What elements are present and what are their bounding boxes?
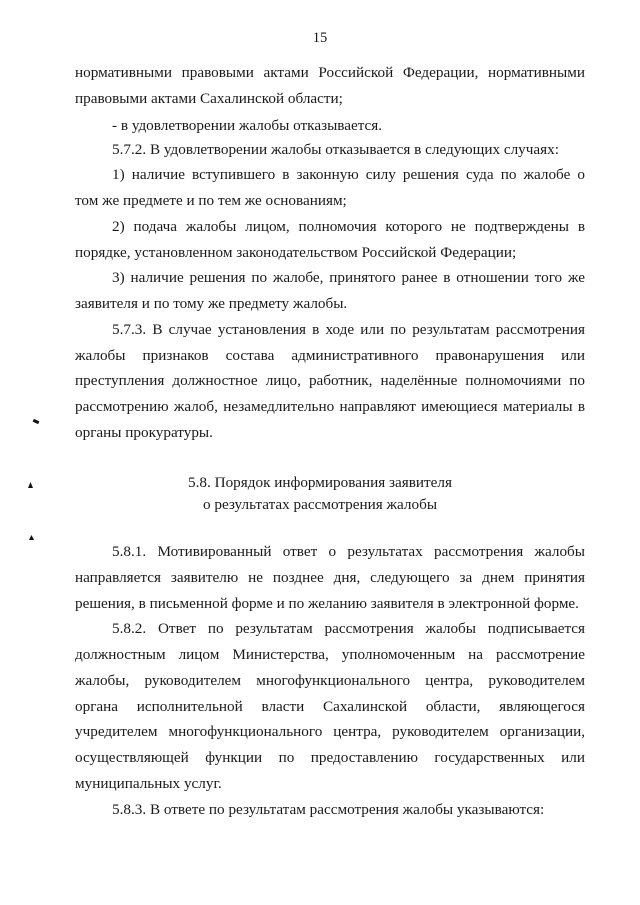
page-number: 15: [312, 30, 328, 46]
text-line: 5.8.2. Ответ по результатам рассмотрения жалобы подписывается: [112, 620, 585, 637]
text-line: 3) наличие решения по жалобе, принятого ранее в отношении того же: [112, 269, 585, 286]
text-line: 5.8.3. В ответе по результатам рассмотрения жалобы указываются:: [112, 801, 545, 818]
section-heading: о результатах рассмотрения жалобы: [202, 496, 438, 513]
text-line: 5.7.3. В случае установления в ходе или по результатам рассмотрения: [112, 321, 585, 338]
text-line: - в удовлетворении жалобы отказывается.: [112, 117, 383, 134]
text-line: решения, в письменной форме и по желанию заявителя в электронной форме.: [75, 595, 579, 612]
text-line: жалобы признаков состава административного правонарушения или: [75, 347, 585, 364]
text-line: том же предмете и по тем же основаниям;: [75, 192, 347, 209]
text-line: 2) подача жалобы лицом, полномочия которого не подтверждены в: [112, 218, 585, 235]
text-line: 1) наличие вступившего в законную силу решения суда по жалобе о: [112, 166, 585, 183]
text-line: 5.8.1. Мотивированный ответ о результатах рассмотрения жалобы: [112, 543, 585, 560]
text-line: муниципальных услуг.: [75, 775, 222, 792]
text-line: нормативными правовыми актами Российской Федерации, нормативными: [75, 64, 585, 81]
scan-mark: [33, 419, 40, 424]
text-line: направляется заявителю не позднее дня, следующего за днем принятия: [75, 569, 585, 586]
text-line: преступления должностное лицо, работник, наделённые полномочиями по: [75, 372, 585, 389]
scan-mark: [29, 535, 34, 540]
text-line: 5.7.2. В удовлетворении жалобы отказывается в следующих случаях:: [112, 141, 559, 158]
text-line: органы прокуратуры.: [75, 424, 213, 441]
text-line: должностным лицом Министерства, уполномоченным на рассмотрение: [75, 646, 585, 663]
text-line: осуществляющей функции по предоставлению государственных или: [75, 749, 585, 766]
text-line: жалобы, руководителем многофункционального центра, руководителем: [75, 672, 585, 689]
section-heading: 5.8. Порядок информирования заявителя: [188, 474, 452, 491]
text-line: заявителя и по тому же предмету жалобы.: [75, 295, 348, 312]
text-line: порядке, установленном законодательством Российской Федерации;: [75, 244, 517, 261]
text-line: учредителем многофункционального центра, руководителем организации,: [75, 723, 585, 740]
text-line: рассмотрению жалоб, незамедлительно направляют имеющиеся материалы в: [75, 398, 585, 415]
text-line: органа исполнительной власти Сахалинской области, являющегося: [75, 698, 585, 715]
text-line: правовыми актами Сахалинской области;: [75, 90, 343, 107]
